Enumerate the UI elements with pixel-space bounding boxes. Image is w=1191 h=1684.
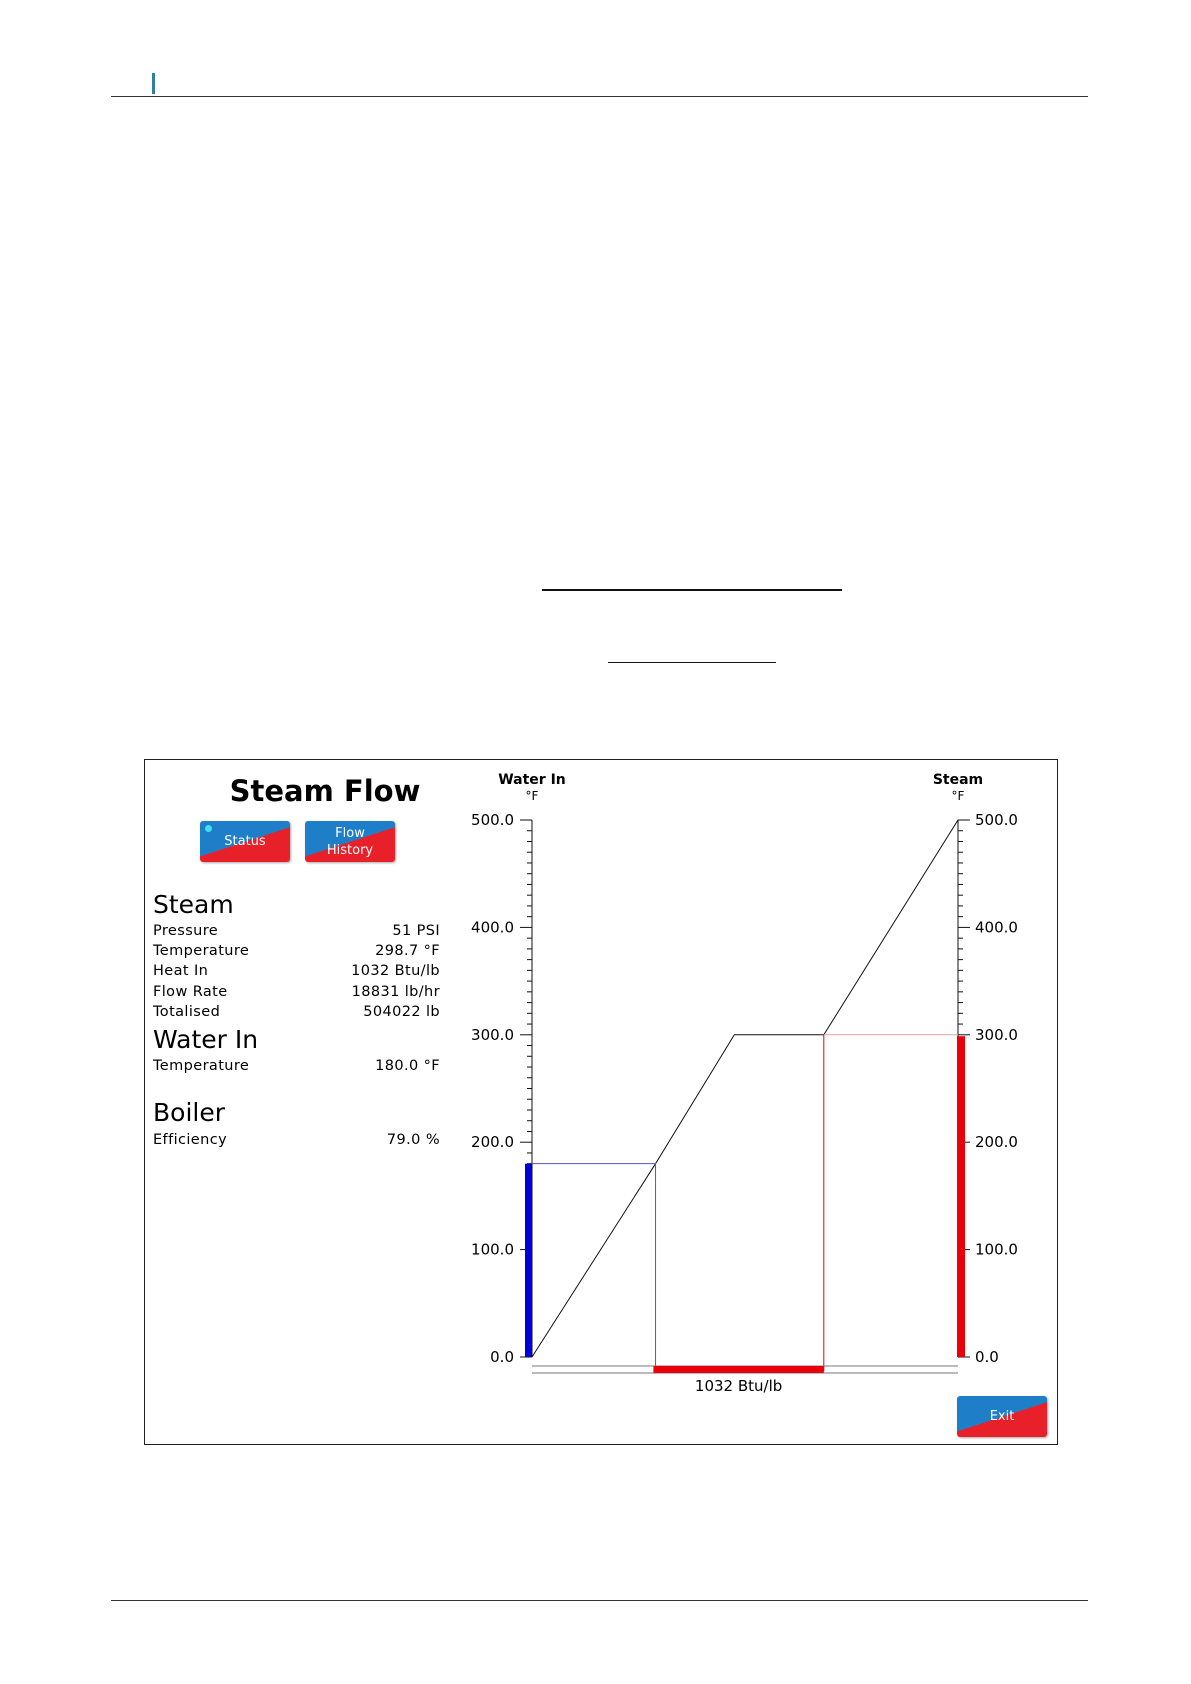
- row-label: Heat In: [153, 963, 209, 979]
- right-tick-label: 300.0: [975, 1025, 1018, 1044]
- row-value: 180.0 °F: [375, 1058, 440, 1074]
- right-tick-label: 500.0: [975, 811, 1018, 829]
- right-axis-title: Steam: [932, 772, 984, 788]
- row-label: Pressure: [153, 923, 219, 939]
- heat-in-bar: [653, 1366, 823, 1373]
- left-tick-label: 400.0: [471, 918, 514, 937]
- footer-rule: [111, 1600, 1088, 1601]
- row-label: Temperature: [153, 1058, 250, 1074]
- flow-history-button-label: Flow History: [326, 825, 374, 858]
- row-value: 51 PSI: [392, 923, 440, 939]
- left-axis-title: Water In: [498, 772, 566, 788]
- exit-button[interactable]: [957, 1396, 1047, 1437]
- water-in-heading: Water In: [153, 1025, 259, 1054]
- left-tick-label: 300.0: [471, 1025, 514, 1044]
- right-tick-label: 100.0: [975, 1240, 1018, 1259]
- blank-line: [608, 662, 776, 663]
- left-tick-label: 500.0: [471, 811, 514, 829]
- left-tick-label: 0.0: [490, 1348, 514, 1366]
- row-label: Totalised: [153, 1004, 221, 1020]
- header-rule: [111, 96, 1088, 97]
- boiler-heading: Boiler: [153, 1098, 225, 1127]
- temperature-chart: [145, 760, 1057, 1444]
- exit-button-label: Exit: [989, 1409, 1015, 1424]
- right-tick-label: 0.0: [975, 1348, 999, 1366]
- right-axis-unit: °F: [951, 789, 965, 803]
- water-temperature-bar: [525, 1164, 532, 1357]
- blank-line: [542, 589, 842, 591]
- right-tick-label: 200.0: [975, 1133, 1018, 1152]
- row-value: 1032 Btu/lb: [351, 963, 440, 979]
- steam-heading: Steam: [153, 890, 234, 919]
- heating-curve-line: [532, 820, 958, 1357]
- water-in-guide-line: [532, 1164, 656, 1371]
- row-value: 18831 lb/hr: [351, 984, 440, 1000]
- row-value: 79.0 %: [386, 1132, 440, 1148]
- row-value: 504022 lb: [363, 1004, 440, 1020]
- status-button-label: Status: [224, 834, 266, 849]
- row-label: Efficiency: [153, 1132, 228, 1148]
- row-label: Temperature: [153, 943, 250, 959]
- row-value: 298.7 °F: [375, 943, 440, 959]
- header-accent-bar: [152, 73, 155, 94]
- steam-flow-screen: [144, 759, 1058, 1445]
- left-tick-label: 100.0: [471, 1240, 514, 1259]
- right-tick-label: 400.0: [975, 918, 1018, 937]
- screen-title: Steam Flow: [229, 774, 421, 808]
- row-label: Flow Rate: [153, 984, 228, 1000]
- steam-temperature-bar: [957, 1036, 965, 1357]
- left-axis-unit: °F: [525, 789, 539, 803]
- heat-in-label: 1032 Btu/lb: [694, 1377, 783, 1395]
- left-tick-label: 200.0: [471, 1133, 514, 1152]
